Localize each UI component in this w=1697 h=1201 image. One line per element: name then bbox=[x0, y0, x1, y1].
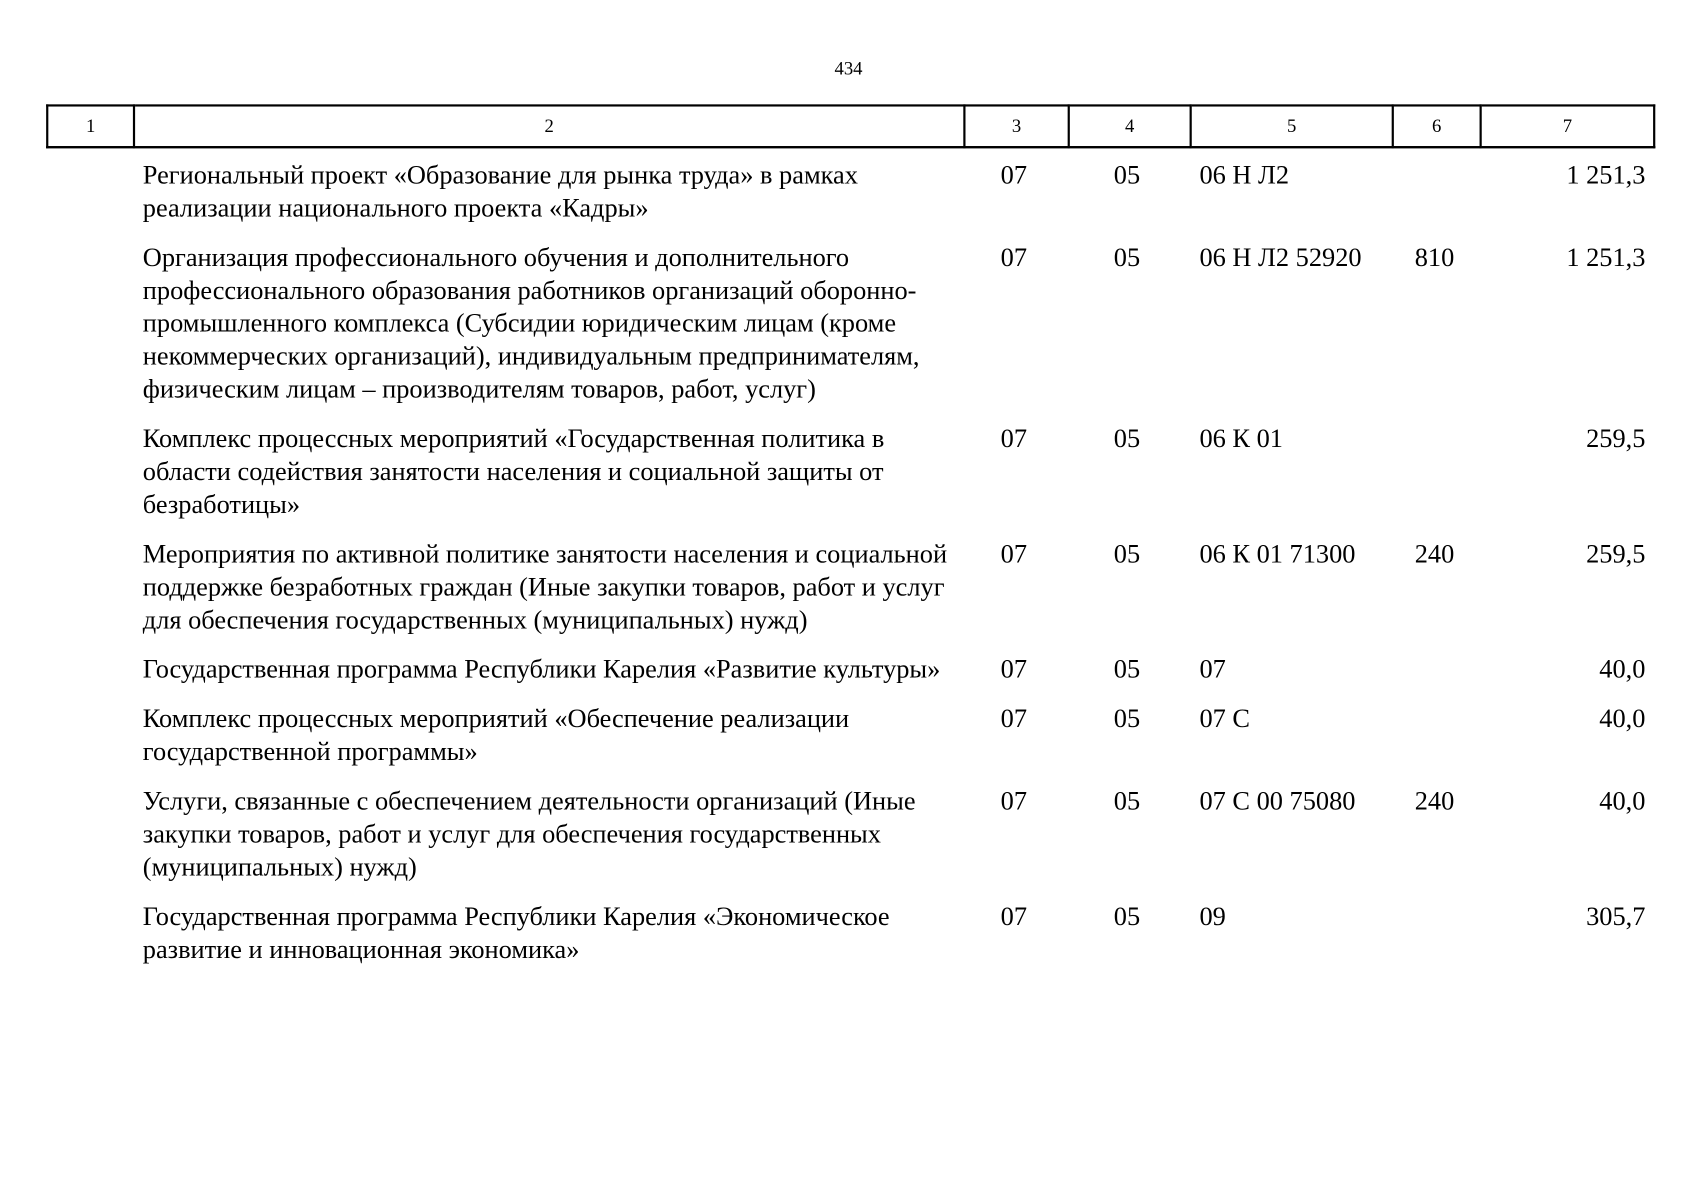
cell-name: Комплекс процессных мероприятий «Государственная политика в области содействия занятости населения и социальной защиты от безработицы» bbox=[142, 425, 885, 520]
cell-amount: 259,5 bbox=[1586, 425, 1646, 454]
table-row bbox=[47, 147, 1654, 225]
table-row bbox=[47, 406, 1654, 521]
cell-target-article: 07 bbox=[1199, 655, 1226, 685]
cell-expense-type: 240 bbox=[1414, 787, 1455, 817]
cell-name: Услуги, связанные с обеспечением деятельности организаций (Иные закупки товаров, работ и услуг для обеспечения государственных (муниципальных) нужд) bbox=[142, 787, 916, 883]
cell-expense-type: 240 bbox=[1414, 540, 1455, 569]
cell-name: Государственная программа Республики Карелия «Развитие культуры» bbox=[142, 655, 941, 685]
cell-amount: 40,0 bbox=[1599, 705, 1646, 734]
cell-subsection: 05 bbox=[1113, 540, 1141, 569]
cell-amount: 1 251,3 bbox=[1566, 161, 1646, 191]
cell-name: Комплекс процессных мероприятий «Обеспечение реализации государственной программы» bbox=[142, 705, 850, 767]
cell-col1 bbox=[47, 687, 134, 769]
column-header-7: 7 bbox=[1481, 105, 1655, 147]
cell-expense-type bbox=[1393, 406, 1481, 521]
cell-section: 07 bbox=[1000, 243, 1028, 273]
cell-target-article: 09 bbox=[1199, 902, 1226, 932]
cell-col1 bbox=[47, 522, 134, 637]
page-number: 434 bbox=[834, 58, 863, 80]
cell-name: Региональный проект «Образование для рынка труда» в рамках реализации национального проекта «Кадры» bbox=[142, 161, 858, 223]
column-header-2: 2 bbox=[134, 105, 964, 147]
cell-section: 07 bbox=[1000, 902, 1028, 932]
cell-expense-type: 810 bbox=[1414, 243, 1455, 273]
column-header-5: 5 bbox=[1191, 105, 1393, 147]
cell-target-article: 06 Н Л2 bbox=[1199, 161, 1290, 191]
cell-col1 bbox=[47, 406, 134, 521]
cell-col1 bbox=[47, 884, 134, 966]
cell-target-article: 07 С bbox=[1199, 705, 1250, 734]
cell-amount: 1 251,3 bbox=[1566, 243, 1646, 273]
cell-section: 07 bbox=[1000, 787, 1028, 817]
column-header-3: 3 bbox=[964, 105, 1068, 147]
cell-subsection: 05 bbox=[1113, 787, 1141, 817]
cell-section: 07 bbox=[1000, 655, 1028, 685]
cell-expense-type bbox=[1393, 637, 1481, 686]
table-header bbox=[47, 105, 1654, 147]
table-row bbox=[47, 769, 1654, 884]
cell-expense-type bbox=[1393, 147, 1481, 225]
cell-subsection: 05 bbox=[1113, 425, 1141, 454]
cell-section: 07 bbox=[1000, 540, 1028, 569]
table-row bbox=[47, 637, 1654, 686]
cell-subsection: 05 bbox=[1113, 902, 1141, 932]
table-row bbox=[47, 687, 1654, 769]
table-body bbox=[47, 147, 1654, 966]
cell-name: Государственная программа Республики Карелия «Экономическое развитие и инновационная экономика» bbox=[142, 902, 890, 965]
cell-expense-type bbox=[1393, 687, 1481, 769]
cell-col1 bbox=[47, 637, 134, 686]
header-row bbox=[47, 105, 1654, 147]
cell-name: Организация профессионального обучения и дополнительного профессионального образования работников организаций оборонно-промышленного комплекса (Субсидии юридическим лицам (кроме некоммерческих организаций), индивидуальным предпринимателям, физическим лицам – производителям товаров, работ, услуг) bbox=[142, 243, 920, 405]
table-row bbox=[47, 225, 1654, 406]
cell-target-article: 06 К 01 bbox=[1199, 425, 1283, 454]
cell-section: 07 bbox=[1000, 161, 1028, 191]
column-header-4: 4 bbox=[1069, 105, 1191, 147]
cell-subsection: 05 bbox=[1113, 705, 1141, 734]
cell-section: 07 bbox=[1000, 425, 1028, 454]
cell-section: 07 bbox=[1000, 705, 1028, 734]
cell-col1 bbox=[47, 147, 134, 225]
cell-amount: 259,5 bbox=[1586, 540, 1646, 569]
cell-target-article: 07 С 00 75080 bbox=[1199, 787, 1356, 817]
table-row bbox=[47, 884, 1654, 966]
cell-expense-type bbox=[1393, 884, 1481, 966]
table-row bbox=[47, 522, 1654, 637]
cell-amount: 40,0 bbox=[1599, 787, 1646, 817]
cell-target-article: 06 К 01 71300 bbox=[1199, 540, 1356, 569]
budget-table bbox=[46, 104, 1655, 966]
cell-col1 bbox=[47, 225, 134, 406]
cell-amount: 305,7 bbox=[1586, 902, 1646, 932]
column-header-1: 1 bbox=[47, 105, 134, 147]
cell-subsection: 05 bbox=[1113, 655, 1141, 685]
cell-subsection: 05 bbox=[1113, 243, 1141, 273]
cell-subsection: 05 bbox=[1113, 161, 1141, 191]
cell-col1 bbox=[47, 769, 134, 884]
cell-target-article: 06 Н Л2 52920 bbox=[1199, 243, 1362, 273]
column-header-6: 6 bbox=[1393, 105, 1481, 147]
cell-name: Мероприятия по активной политике занятости населения и социальной поддержке безработных граждан (Иные закупки товаров, работ и услуг для обеспечения государственных (муниципальных) нужд) bbox=[142, 540, 948, 635]
cell-amount: 40,0 bbox=[1599, 655, 1646, 685]
